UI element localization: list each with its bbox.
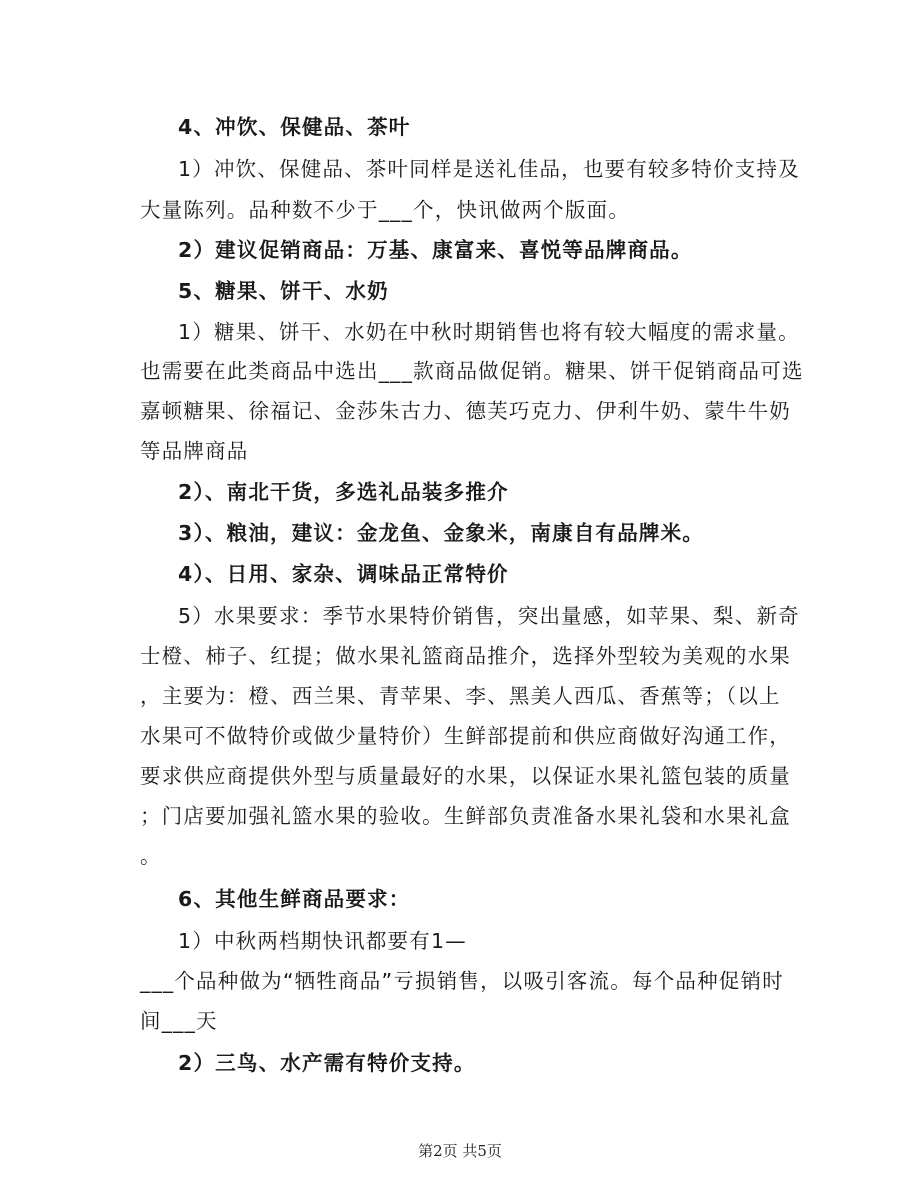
paragraph-line: 也需要在此类商品中选出___款商品做促销。糖果、饼干促销商品可选 bbox=[140, 359, 804, 383]
paragraph-line: 。 bbox=[140, 844, 162, 868]
paragraph-line: 等品牌商品 bbox=[140, 439, 249, 463]
heading-other-fresh-goods: 6、其他生鲜商品要求： bbox=[178, 887, 411, 911]
subheading-grain-oil: 3）、粮油，建议：金龙鱼、金象米，南康自有品牌米。 bbox=[178, 521, 705, 545]
page-indicator: 第2页 共5页 bbox=[418, 1142, 502, 1160]
paragraph-line: ___个品种做为“牺牲商品”亏损销售，以吸引客流。每个品种促销时 bbox=[140, 969, 784, 993]
paragraph-line: 水果可不做特价或做少量特价）生鲜部提前和供应商做好沟通工作， bbox=[140, 724, 791, 748]
paragraph-line: 1）糖果、饼干、水奶在中秋时期销售也将有较大幅度的需求量。 bbox=[178, 320, 800, 344]
subheading-promo-suggestion: 2）建议促销商品：万基、康富来、喜悦等品牌商品。 bbox=[178, 238, 693, 262]
subheading-poultry-seafood: 2）三鸟、水产需有特价支持。 bbox=[178, 1051, 476, 1075]
paragraph-line: 1）冲饮、保健品、茶叶同样是送礼佳品，也要有较多特价支持及 bbox=[178, 157, 800, 181]
paragraph-line: 嘉顿糖果、徐福记、金莎朱古力、德芙巧克力、伊利牛奶、蒙牛牛奶 bbox=[140, 399, 791, 423]
heading-candy-biscuits-milk: 5、糖果、饼干、水奶 bbox=[178, 279, 389, 303]
subheading-dry-goods: 2）、南北干货，多选礼品装多推介 bbox=[178, 480, 509, 504]
subheading-daily-goods: 4）、日用、家杂、调味品正常特价 bbox=[178, 562, 509, 586]
paragraph-line: 间___天 bbox=[140, 1009, 218, 1033]
paragraph-line: ，主要为：橙、西兰果、青苹果、李、黑美人西瓜、香蕉等；（以上 bbox=[140, 684, 781, 708]
paragraph-line: 1）中秋两档期快讯都要有1— bbox=[178, 929, 467, 953]
paragraph-line: 5）水果要求：季节水果特价销售，突出量感，如苹果、梨、新奇 bbox=[178, 604, 800, 628]
paragraph-line: 大量陈列。品种数不少于___个，快讯做两个版面。 bbox=[140, 198, 631, 222]
paragraph-line: ；门店要加强礼篮水果的验收。生鲜部负责准备水果礼袋和水果礼盒 bbox=[140, 804, 791, 828]
paragraph-line: 士橙、柿子、红提；做水果礼篮商品推介，选择外型较为美观的水果 bbox=[140, 644, 791, 668]
heading-beverages: 4、冲饮、保健品、茶叶 bbox=[178, 115, 411, 139]
paragraph-line: 要求供应商提供外型与质量最好的水果，以保证水果礼篮包装的质量 bbox=[140, 764, 791, 788]
